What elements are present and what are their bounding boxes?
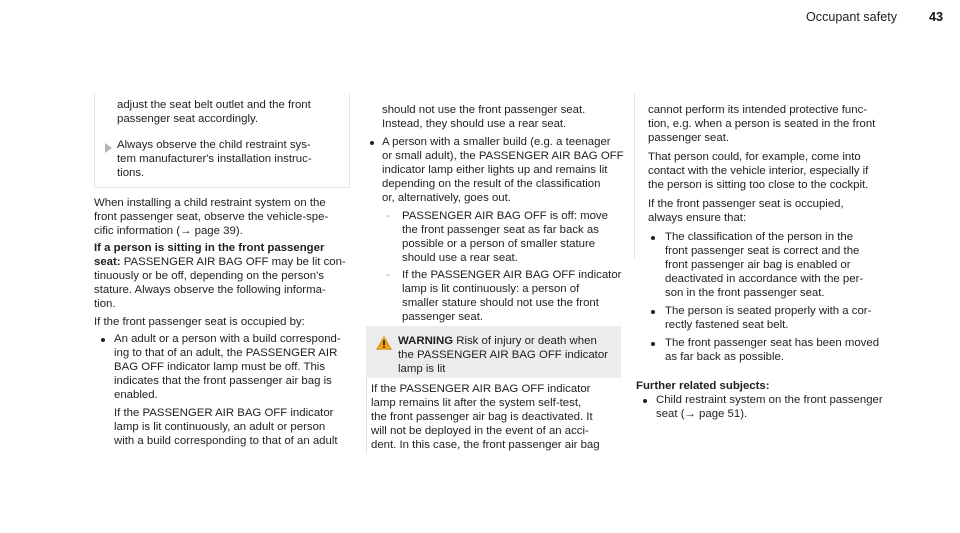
note-line: passenger seat accordingly.: [117, 113, 258, 125]
dash-marker: -: [386, 269, 390, 281]
bullet-line: front passenger air bag is enabled or: [665, 259, 851, 271]
bullet-line: depending on the result of the classification: [382, 178, 601, 190]
bullet-line: with a build corresponding to that of an adult: [114, 435, 338, 447]
dash-marker: -: [386, 210, 390, 222]
further-subjects-link[interactable]: Child restraint system on the front passenger: [656, 394, 883, 406]
bullet-line: enabled.: [114, 389, 158, 401]
body-line: If the front passenger seat is occupied by:: [94, 316, 305, 328]
sub-bullet-line: PASSENGER AIR BAG OFF is off: move: [402, 210, 608, 222]
warning-body-line: cannot perform its intended protective func-: [648, 104, 868, 116]
bullet-line: ing to that of an adult, the PASSENGER AIR: [114, 347, 338, 359]
bullet-line: son in the front passenger seat.: [665, 287, 825, 299]
body-line: should not use the front passenger seat.: [382, 104, 586, 116]
warning-body-line: contact with the vehicle interior, especially if: [648, 165, 869, 177]
warning-body-line: tion, e.g. when a person is seated in the front: [648, 118, 876, 130]
body-line: stature. Always observe the following informa-: [94, 284, 326, 296]
sub-bullet-line: smaller stature should not use the front: [402, 297, 599, 309]
note-step-line: tem manufacturer's installation instruc-: [117, 153, 312, 165]
subheading-bold: seat:: [94, 256, 121, 268]
warning-body-line: lamp remains lit after the system self-test,: [371, 397, 582, 409]
warning-body-line: the front passenger air bag is deactivated. It: [371, 411, 593, 423]
warning-label: WARNING: [398, 335, 454, 347]
bullet-line: BAG OFF indicator lamp must be off. This: [114, 361, 326, 373]
subheading-line: [94, 255, 346, 269]
body-line: Instead, they should use a rear seat.: [382, 118, 567, 130]
body-line: front passenger seat, observe the vehicle-spe-: [94, 211, 329, 223]
warning-body-line: passenger seat.: [648, 132, 730, 144]
warning-triangle-icon: [376, 336, 392, 350]
body-text: PASSENGER AIR BAG OFF may be lit con-: [120, 256, 346, 268]
warning-body-line: always ensure that:: [648, 212, 747, 224]
bullet-line: An adult or a person with a build correspond-: [114, 333, 341, 345]
warning-body-line: That person could, for example, come into: [648, 151, 861, 163]
bullet-line: or small adult), the PASSENGER AIR BAG OFF: [382, 150, 624, 162]
bullet-line: indicates that the front passenger air bag is: [114, 375, 332, 387]
bullet-line: The classification of the person in the: [665, 231, 854, 243]
bullet-dot-icon: [651, 342, 655, 346]
bullet-line: The front passenger seat has been moved: [665, 337, 880, 349]
note-box-bar: [94, 94, 95, 187]
body-line: When installing a child restraint system on the: [94, 197, 326, 209]
sub-bullet-line: should use a rear seat.: [402, 252, 518, 264]
bullet-line: or, alternatively, goes out.: [382, 192, 511, 204]
further-subjects-link[interactable]: seat (→ page 51).: [656, 408, 748, 420]
sub-bullet-line: the front passenger seat as far back as: [402, 224, 599, 236]
bullet-line: A person with a smaller build (e.g. a teenager: [382, 136, 611, 148]
sub-bullet-line: possible or a person of smaller stature: [402, 238, 596, 250]
warning-title-line: lamp is lit: [398, 363, 446, 375]
bullet-line: indicator lamp either lights up and remains lit: [382, 164, 608, 176]
bullet-line: front passenger seat is correct and the: [665, 245, 860, 257]
bullet-dot-icon: [101, 338, 105, 342]
page-number: 43: [928, 10, 943, 24]
bullet-line: rectly fastened seat belt.: [665, 319, 789, 331]
warning-body-line: If the PASSENGER AIR BAG OFF indicator: [371, 383, 591, 395]
body-line: cific information (→ page 39).: [94, 225, 243, 237]
step-arrow-icon: [105, 143, 112, 153]
warning-body-line: the person is sitting too close to the cockpit.: [648, 179, 869, 191]
bullet-line: lamp is lit continuously, an adult or person: [114, 421, 326, 433]
sub-bullet-line: lamp is lit continuously: a person of: [402, 283, 580, 295]
bullet-dot-icon: [643, 399, 647, 403]
bullet-line: If the PASSENGER AIR BAG OFF indicator: [114, 407, 334, 419]
warning-title-line: [398, 334, 597, 348]
sub-bullet-line: If the PASSENGER AIR BAG OFF indicator: [402, 269, 622, 281]
note-line: adjust the seat belt outlet and the front: [117, 99, 311, 111]
sub-bullet-line: passenger seat.: [402, 311, 484, 323]
bullet-line: deactivated in accordance with the per-: [665, 273, 864, 285]
warning-body-line: will not be deployed in the event of an acci-: [371, 425, 589, 437]
bullet-line: The person is seated properly with a cor-: [665, 305, 872, 317]
warning-continuation-rule: [634, 94, 635, 258]
subheading: If a person is sitting in the front passenger: [94, 242, 325, 254]
bullet-dot-icon: [651, 236, 655, 240]
body-line: tion.: [94, 298, 116, 310]
note-step-line: Always observe the child restraint sys-: [117, 139, 311, 151]
body-line: tinuously or be off, depending on the person's: [94, 270, 324, 282]
further-subjects-heading: Further related subjects:: [636, 380, 770, 392]
warning-title-line: the PASSENGER AIR BAG OFF indicator: [398, 349, 608, 361]
warning-body-line: dent. In this case, the front passenger air bag: [371, 439, 600, 451]
warning-title: Risk of injury or death when: [453, 335, 597, 347]
section-title: Occupant safety: [805, 10, 897, 24]
bullet-dot-icon: [370, 141, 374, 145]
bullet-dot-icon: [651, 310, 655, 314]
warning-body-line: If the front passenger seat is occupied,: [648, 198, 844, 210]
bullet-line: as far back as possible.: [665, 351, 785, 363]
note-step-line: tions.: [117, 167, 145, 179]
